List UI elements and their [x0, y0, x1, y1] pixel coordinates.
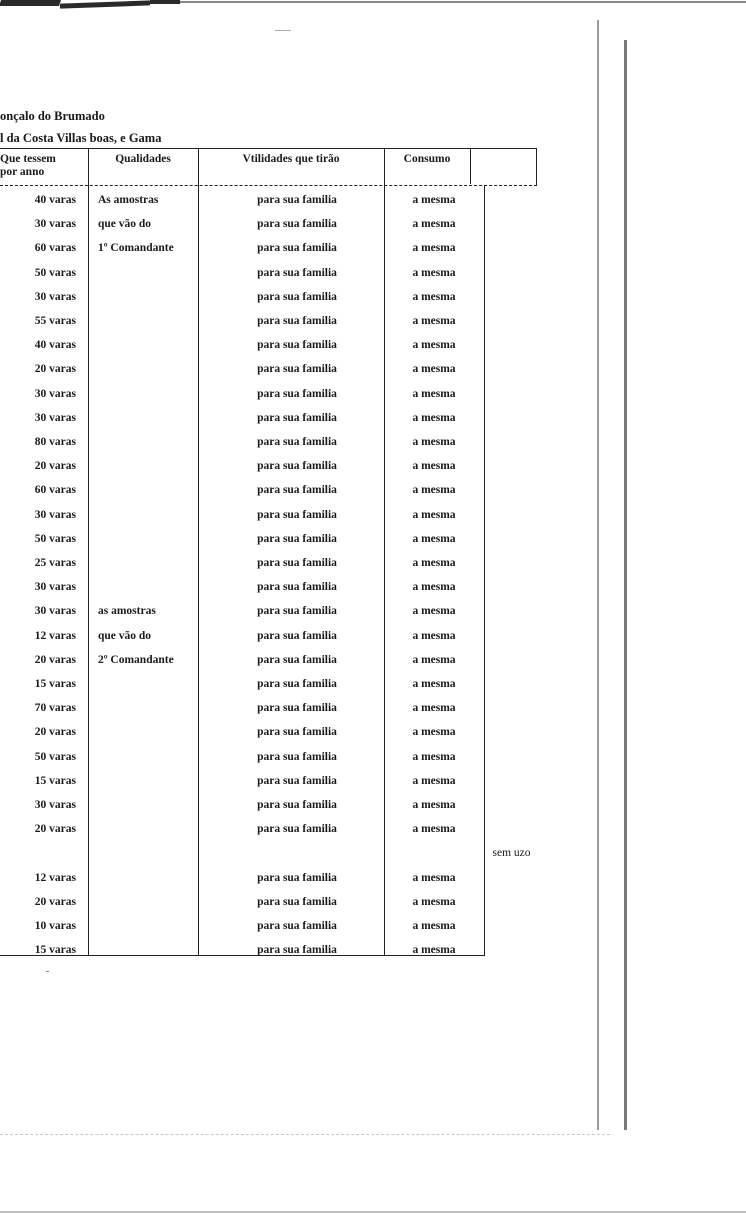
row-quantity: 30 varas: [34, 605, 76, 618]
row-consumption: a mesma: [412, 726, 456, 739]
column-divider: [536, 148, 537, 186]
row-consumption: a mesma: [412, 194, 456, 206]
row-utility: para sua familia: [257, 774, 337, 787]
row-quantity: 20 varas: [34, 363, 76, 376]
row-note: sem uzo: [492, 847, 531, 860]
row-consumption: a mesma: [412, 678, 456, 690]
row-utility: para sua familia: [257, 411, 337, 424]
row-quantity: 30 varas: [34, 290, 76, 303]
row-consumption: a mesma: [412, 411, 456, 424]
row-utility: para sua familia: [257, 339, 337, 352]
row-quantity: 60 varas: [34, 484, 76, 497]
row-utility: para sua familia: [257, 605, 337, 618]
header-utility: Vtilidades que tirão: [242, 153, 340, 165]
row-quantity: 20 varas: [34, 460, 76, 473]
row-quality: 2º Comandante: [98, 653, 174, 666]
row-consumption: a mesma: [412, 508, 456, 521]
row-consumption: a mesma: [412, 315, 456, 327]
row-quantity: 20 varas: [34, 726, 76, 739]
row-consumption: a mesma: [412, 871, 456, 884]
row-quantity: 70 varas: [34, 702, 76, 715]
row-quantity: 50 varas: [34, 532, 76, 545]
table-top-rule: [0, 148, 537, 149]
row-quantity: 40 varas: [34, 339, 76, 352]
row-consumption: a mesma: [412, 605, 456, 618]
row-consumption: a mesma: [412, 653, 456, 666]
scan-speck: [46, 971, 49, 972]
row-consumption: a mesma: [412, 460, 456, 473]
row-quantity: 30 varas: [34, 581, 76, 594]
row-consumption: a mesma: [412, 339, 456, 352]
row-utility: para sua familia: [257, 726, 337, 739]
row-utility: para sua familia: [257, 920, 337, 932]
row-utility: para sua familia: [257, 532, 337, 545]
row-consumption: a mesma: [412, 799, 456, 811]
row-utility: para sua familia: [257, 557, 337, 569]
row-consumption: a mesma: [412, 266, 456, 279]
row-consumption: a mesma: [412, 581, 456, 594]
row-utility: para sua familia: [257, 895, 337, 908]
row-utility: para sua familia: [257, 436, 337, 448]
row-utility: para sua familia: [257, 266, 337, 279]
row-consumption: a mesma: [412, 702, 456, 715]
row-utility: para sua familia: [257, 315, 337, 327]
row-quality: As amostras: [98, 194, 159, 206]
column-divider: [470, 148, 471, 184]
scan-top-edge: [0, 0, 746, 14]
row-quantity: 20 varas: [34, 823, 76, 836]
row-consumption: a mesma: [412, 218, 456, 231]
row-quantity: 30 varas: [34, 387, 76, 400]
header-rule: [0, 185, 537, 186]
row-consumption: a mesma: [412, 774, 456, 787]
row-quantity: 30 varas: [34, 508, 76, 521]
row-utility: para sua familia: [257, 508, 337, 521]
row-quantity: 10 varas: [34, 920, 76, 932]
row-quantity: 55 varas: [34, 315, 76, 327]
row-utility: para sua familia: [257, 581, 337, 594]
row-utility: para sua familia: [257, 653, 337, 666]
row-utility: para sua familia: [257, 678, 337, 690]
row-utility: para sua familia: [257, 242, 337, 255]
column-divider: [198, 148, 199, 956]
row-utility: para sua familia: [257, 629, 337, 642]
row-utility: para sua familia: [257, 290, 337, 303]
header-quality: Qualidades: [115, 153, 171, 165]
row-consumption: a mesma: [412, 484, 456, 497]
row-quantity: 20 varas: [34, 653, 76, 666]
row-consumption: a mesma: [412, 557, 456, 569]
row-utility: para sua familia: [257, 194, 337, 206]
row-quality: as amostras: [98, 605, 156, 618]
row-quantity: 80 varas: [34, 436, 76, 448]
row-utility: para sua familia: [257, 871, 337, 884]
row-consumption: a mesma: [412, 242, 456, 255]
row-quality: 1º Comandante: [98, 242, 174, 255]
ledger-table: [0, 148, 537, 957]
row-consumption: a mesma: [412, 290, 456, 303]
row-utility: para sua familia: [257, 484, 337, 497]
row-utility: para sua familia: [257, 823, 337, 836]
row-utility: para sua familia: [257, 799, 337, 811]
row-utility: para sua familia: [257, 750, 337, 763]
row-utility: para sua familia: [257, 363, 337, 376]
row-quantity: 60 varas: [34, 242, 76, 255]
row-quantity: 15 varas: [34, 774, 76, 787]
row-quality: que vão do: [98, 218, 152, 231]
row-quantity: 50 varas: [34, 266, 76, 279]
row-quantity: 15 varas: [34, 678, 76, 690]
row-consumption: a mesma: [412, 823, 456, 836]
row-consumption: a mesma: [412, 436, 456, 448]
row-quantity: 30 varas: [34, 218, 76, 231]
row-quantity: 20 varas: [34, 895, 76, 908]
page-edge-bottom: [0, 1134, 610, 1135]
row-consumption: a mesma: [412, 387, 456, 400]
row-consumption: a mesma: [412, 363, 456, 376]
row-utility: para sua familia: [257, 387, 337, 400]
row-consumption: a mesma: [412, 750, 456, 763]
column-divider: [484, 185, 485, 956]
row-quantity: 12 varas: [34, 629, 76, 642]
row-consumption: a mesma: [412, 895, 456, 908]
row-quantity: 50 varas: [34, 750, 76, 763]
row-quantity: 30 varas: [34, 411, 76, 424]
row-utility: para sua familia: [257, 702, 337, 715]
row-consumption: a mesma: [412, 944, 456, 957]
row-quantity: 25 varas: [34, 557, 76, 569]
row-quantity: 12 varas: [34, 871, 76, 884]
row-utility: para sua familia: [257, 460, 337, 473]
row-consumption: a mesma: [412, 920, 456, 932]
header-quantity: Que tessem por anno: [0, 153, 56, 178]
document-heading-line1: onçalo do Brumado: [0, 109, 105, 123]
row-quantity: 40 varas: [34, 194, 76, 206]
row-quantity: 15 varas: [34, 944, 76, 957]
column-divider: [88, 148, 89, 956]
row-utility: para sua familia: [257, 218, 337, 231]
row-utility: para sua familia: [257, 944, 337, 957]
document-heading-line2: l da Costa Villas boas, e Gama: [0, 131, 162, 145]
header-consumption: Consumo: [403, 153, 451, 165]
row-consumption: a mesma: [412, 629, 456, 642]
row-quantity: 30 varas: [34, 799, 76, 811]
row-quality: que vão do: [98, 629, 152, 642]
row-consumption: a mesma: [412, 532, 456, 545]
scan-speck: [275, 30, 291, 31]
page-edge-shadow: [610, 40, 627, 1130]
scan-bottom-edge: [0, 1211, 746, 1213]
